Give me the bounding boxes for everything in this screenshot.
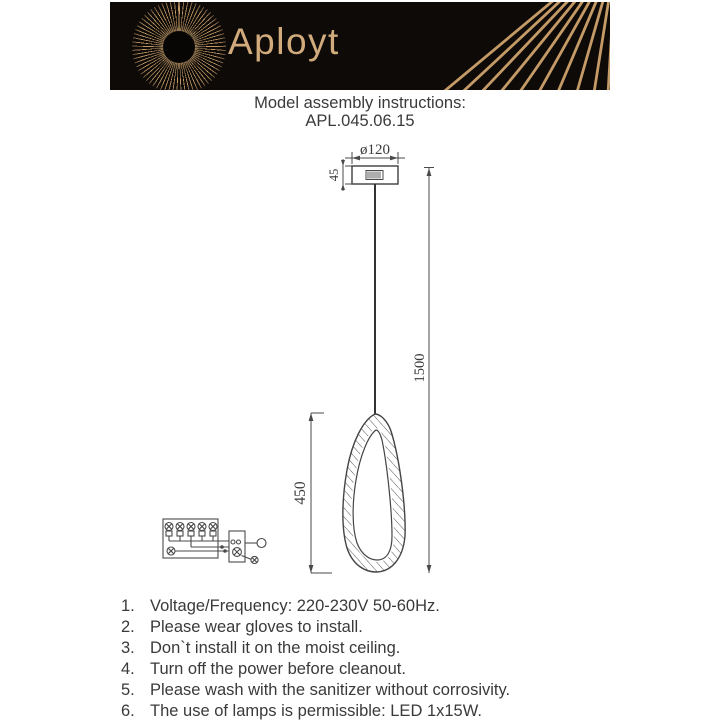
item-number: 6. (121, 701, 135, 720)
item-number: 1. (121, 597, 135, 615)
item-text: Don`t install it on the moist ceiling. (150, 638, 401, 657)
heading-title: Model assembly instructions: (254, 94, 466, 112)
lamp-symbol (257, 539, 266, 548)
dim-canopy-height-label: 45 (327, 168, 341, 182)
item-number: 3. (121, 638, 135, 657)
item-number: 2. (121, 617, 135, 636)
item-text: Please wear gloves to install. (150, 617, 363, 636)
list-item (121, 701, 611, 721)
dim-shade-height (309, 413, 332, 573)
instructions-list (121, 596, 611, 721)
dim-suspension-length-label: 1500 (412, 353, 428, 383)
item-text: Please wash with the sanitizer without corrosivity. (150, 680, 511, 699)
pendant-shade (343, 414, 405, 572)
wiring-diagram (163, 519, 266, 564)
brand-wordmark: Aployt (228, 21, 340, 62)
list-item (121, 680, 611, 701)
list-item (121, 596, 611, 617)
list-item (121, 659, 611, 680)
item-text: Turn off the power before cleanout. (150, 659, 406, 678)
list-item (121, 638, 611, 659)
item-number: 5. (121, 680, 135, 699)
item-text: The use of lamps is permissible: LED 1x15W. (150, 701, 482, 720)
item-number: 4. (121, 659, 135, 678)
item-text: Voltage/Frequency: 220-230V 50-60Hz. (150, 597, 440, 615)
list-item (121, 617, 611, 638)
model-number: APL.045.06.15 (305, 112, 415, 130)
dim-shade-height-label: 450 (292, 481, 309, 505)
dim-diameter-label: ø120 (360, 142, 390, 158)
ground-symbol (251, 556, 258, 563)
dim-canopy-height (341, 159, 352, 191)
ceiling-canopy (352, 166, 398, 184)
